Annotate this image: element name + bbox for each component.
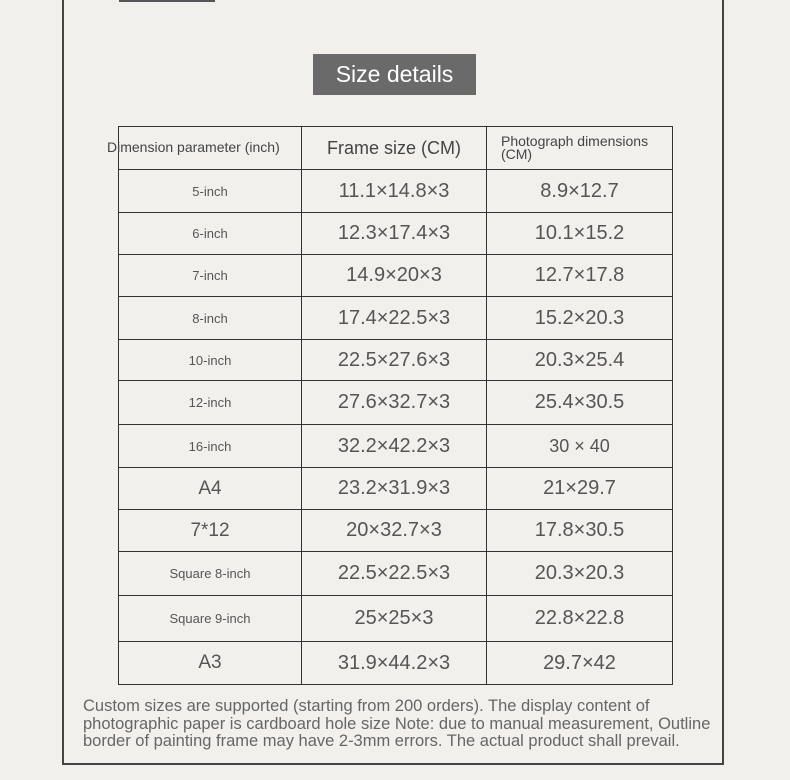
dimension-cell: 7*12 (119, 510, 302, 552)
frame-size-cell: 31.9×44.2×3 (302, 642, 487, 685)
table-header-row (119, 127, 673, 170)
photo-size-cell: 20.3×20.3 (487, 552, 673, 596)
photo-size-cell: 12.7×17.8 (487, 255, 673, 297)
frame-size-cell: 22.5×27.6×3 (302, 340, 487, 381)
table-row (119, 255, 673, 297)
photo-size-cell: 30 × 40 (487, 425, 673, 468)
dimension-cell: 12-inch (119, 381, 302, 425)
table-row (119, 381, 673, 425)
dimension-cell: 16-inch (119, 425, 302, 468)
frame-size-cell: 11.1×14.8×3 (302, 170, 487, 213)
photo-size-cell: 25.4×30.5 (487, 381, 673, 425)
dimension-cell: 6-inch (119, 213, 302, 255)
frame-size-cell: 22.5×22.5×3 (302, 552, 487, 596)
photo-size-cell: 20.3×25.4 (487, 340, 673, 381)
frame-size-cell: 23.2×31.9×3 (302, 468, 487, 510)
table-row (119, 340, 673, 381)
table-row (119, 297, 673, 340)
header-dimension: Dimension parameter (inch) (119, 127, 302, 170)
table-row (119, 596, 673, 642)
dimension-cell: 5-inch (119, 170, 302, 213)
photo-size-cell: 22.8×22.8 (487, 596, 673, 642)
dimension-cell: Square 8-inch (119, 552, 302, 596)
table-row (119, 510, 673, 552)
dimension-cell: A3 (119, 642, 302, 685)
photo-size-cell: 8.9×12.7 (487, 170, 673, 213)
dimension-cell: 8-inch (119, 297, 302, 340)
top-divider (119, 0, 215, 2)
table-row (119, 425, 673, 468)
dimension-cell: Square 9-inch (119, 596, 302, 642)
section-title: Size details (313, 54, 476, 95)
table-row (119, 642, 673, 685)
table-row (119, 213, 673, 255)
photo-size-cell: 29.7×42 (487, 642, 673, 685)
dimension-cell: 10-inch (119, 340, 302, 381)
frame-size-cell: 25×25×3 (302, 596, 487, 642)
frame-size-cell: 27.6×32.7×3 (302, 381, 487, 425)
frame-size-cell: 32.2×42.2×3 (302, 425, 487, 468)
table-row (119, 468, 673, 510)
frame-size-cell: 14.9×20×3 (302, 255, 487, 297)
frame-size-cell: 17.4×22.5×3 (302, 297, 487, 340)
size-note: Custom sizes are supported (starting from 200 orders). The display content of photographic paper is cardboard hole size Note: due to manual measurement, Outline border of painting frame may have 2-3mm errors. The actual product shall prevail. (83, 697, 711, 750)
dimension-cell: A4 (119, 468, 302, 510)
photo-size-cell: 10.1×15.2 (487, 213, 673, 255)
photo-size-cell: 21×29.7 (487, 468, 673, 510)
table-row (119, 552, 673, 596)
frame-size-cell: 12.3×17.4×3 (302, 213, 487, 255)
photo-size-cell: 17.8×30.5 (487, 510, 673, 552)
size-table (107, 126, 673, 685)
frame-size-cell: 20×32.7×3 (302, 510, 487, 552)
table-row (119, 170, 673, 213)
header-photo-dimensions: Photograph dimensions (CM) (487, 127, 673, 170)
dimension-cell: 7-inch (119, 255, 302, 297)
header-frame-size: Frame size (CM) (302, 127, 487, 170)
photo-size-cell: 15.2×20.3 (487, 297, 673, 340)
